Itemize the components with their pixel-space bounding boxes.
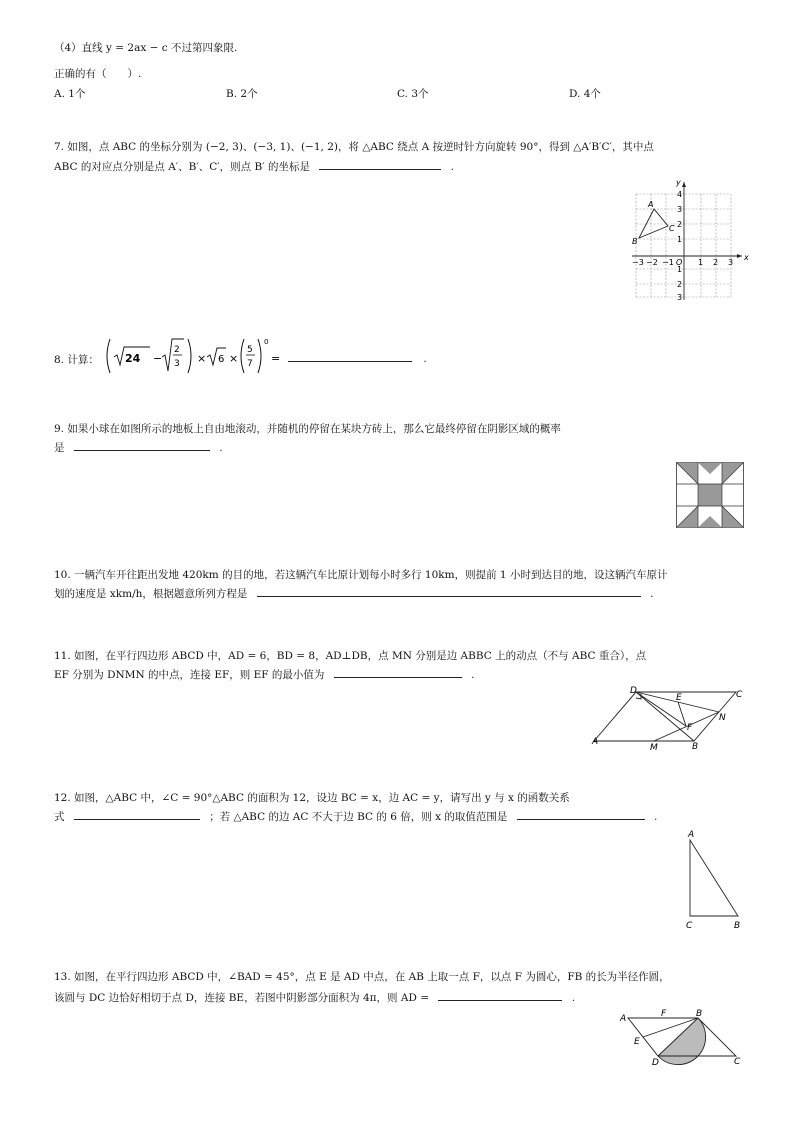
q13-parallelogram-figure [618, 1008, 758, 1068]
q12-line2b: ；若 △ABC 的边 AC 不大于边 BC 的 6 倍，则 x 的取值范围是 [209, 811, 508, 823]
q10-line1: 10. 一辆汽车开往距出发地 420km 的目的地，若这辆汽车比原计划每小时多行 10km，则提前 1 小时到达目的地，设这辆汽车原计 [54, 569, 668, 581]
q8-minus: − [153, 352, 163, 365]
q6-option-a: A. 1个 [54, 88, 86, 100]
q12-label-c: C [686, 921, 693, 931]
q7-label-c: C [669, 224, 675, 233]
q7-line2-text: ABC 的对应点分别是点 A′、B′、C′，则点 B′ 的坐标是 [54, 161, 310, 173]
q8-equals: = [271, 352, 281, 365]
q8-frac2-num: 5 [247, 345, 253, 355]
q7-x-tick: 3 [728, 258, 734, 267]
q11-answer-blank[interactable] [334, 668, 462, 678]
q8-exponent: 0 [264, 338, 269, 346]
q12-triangle-figure [682, 828, 746, 932]
q10-line2-text: 划的速度是 xkm/h，根据题意所列方程是 [54, 588, 248, 600]
q8-prefix: 8. 计算： [54, 354, 99, 366]
q8-sqrt24: 24 [125, 352, 141, 365]
q7-line1: 7. 如图，点 ABC 的坐标分别为 (−2, 3)、(−3, 1)、(−1, 2)，将 △ABC 绕点 A 按逆时针方向旋转 90°，得到 △A′B′C′，其中点 [54, 141, 654, 153]
q13-line1: 13. 如图，在平行四边形 ABCD 中，∠BAD = 45°，点 E 是 AD 中点，在 AB 上取一点 F，以点 F 为圆心，FB 的长为半径作圆， [54, 971, 670, 983]
q7-answer-blank[interactable] [319, 160, 441, 170]
q8-times: × [197, 352, 207, 365]
q8-answer [288, 352, 427, 365]
q9-line1: 9. 如果小球在如图所示的地板上自由地滚动，并随机的停留在某块方砖上，那么它最终停留在阴影区域的概率 [54, 423, 561, 435]
q11-line2 [54, 667, 474, 682]
q11-label-d: D [630, 686, 637, 696]
q10-answer-blank[interactable] [257, 587, 641, 597]
q11-label-c: C [736, 690, 743, 700]
q13-end: . [571, 992, 576, 1004]
q11-label-f: F [687, 723, 693, 733]
q11-label-e: E [676, 693, 682, 703]
q12-label-a: A [688, 830, 695, 840]
q6-prompt: 正确的有（ ）. [54, 68, 142, 80]
q13-answer-blank[interactable] [438, 991, 562, 1001]
q7-label-a: A [648, 200, 654, 209]
q7-label-b: B [632, 237, 638, 246]
q7-line2 [54, 159, 454, 174]
q7-x-tick: 1 [698, 258, 704, 267]
q7-x-tick: −3 [632, 258, 644, 267]
q10-end: . [650, 588, 654, 600]
q11-label-b: B [692, 742, 699, 752]
q12-answer-blank-1[interactable] [74, 810, 200, 820]
q9-line2 [54, 440, 223, 455]
q13-label-a: A [620, 1014, 627, 1024]
q11-line2-text: EF 分别为 DNMN 的中点，连接 EF，则 EF 的最小值为 [54, 669, 325, 681]
q13-label-c: C [734, 1057, 741, 1067]
q13-label-f: F [661, 1009, 667, 1019]
q7-y-tick: 1 [677, 265, 683, 274]
q8-frac-den: 3 [174, 359, 180, 369]
q13-label-d: D [652, 1058, 659, 1068]
q11-parallelogram-figure [590, 684, 750, 754]
q8-sqrt6: 6 [218, 354, 225, 365]
q11-label-n: N [719, 713, 726, 723]
q7-y-tick: 3 [677, 293, 683, 302]
q9-floor-figure [676, 462, 744, 528]
q6-item4: （4）直线 y = 2ax − c 不过第四象限. [54, 42, 238, 54]
q13-label-b: B [696, 1009, 703, 1019]
q7-y-tick: 1 [677, 235, 683, 244]
q13-line2 [54, 990, 575, 1005]
q12-answer-blank-2[interactable] [517, 810, 645, 820]
q8-expression [104, 335, 282, 377]
q7-y-tick: 3 [677, 205, 683, 214]
q7-x-tick: 2 [713, 258, 719, 267]
q6-option-b: B. 2个 [226, 88, 258, 100]
q9-answer-blank[interactable] [74, 441, 210, 451]
q6-option-c: C. 3个 [397, 88, 429, 100]
q7-y-tick: 2 [677, 280, 683, 289]
q8-frac-num: 2 [174, 345, 180, 355]
q7-end: . [450, 161, 454, 173]
q11-end: . [471, 669, 475, 681]
q7-origin: O [676, 258, 683, 267]
q7-y-tick: 4 [677, 190, 683, 199]
q12-line2a: 式 [54, 811, 65, 823]
q11-label-a: A [592, 737, 599, 747]
q13-line2-text: 该圆与 DC 边恰好相切于点 D，连接 BE，若图中阴影部分面积为 4π，则 AD = [54, 992, 429, 1004]
q7-y-tick: 2 [677, 220, 683, 229]
q12-label-b: B [734, 921, 741, 931]
q9-line2-text: 是 [54, 442, 65, 454]
q6-option-d: D. 4个 [569, 88, 601, 100]
q7-axis-x: x [744, 253, 749, 262]
q8-end: . [423, 353, 427, 365]
q8-frac2-den: 7 [247, 359, 253, 369]
q10-line2 [54, 586, 653, 601]
q12-end: . [654, 811, 658, 823]
q12-line1: 12. 如图，△ABC 中，∠C = 90°△ABC 的面积为 12，设边 BC = x，边 AC = y，请写出 y 与 x 的函数关系 [54, 792, 570, 804]
q9-end: . [219, 442, 223, 454]
q12-line2 [54, 809, 657, 824]
q11-line1: 11. 如图，在平行四边形 ABCD 中，AD = 6，BD = 8，AD⊥DB，点 MN 分别是边 ABBC 上的动点（不与 ABC 重合），点 [54, 650, 647, 662]
q13-label-e: E [634, 1037, 640, 1047]
q7-x-tick: −2 [646, 258, 658, 267]
q7-x-tick: −1 [662, 258, 674, 267]
q8-times2: × [229, 352, 239, 365]
q11-label-m: M [650, 743, 658, 753]
q7-axis-y: y [676, 178, 681, 187]
q8-answer-blank[interactable] [288, 352, 412, 362]
q7-coordinate-figure [626, 176, 758, 302]
